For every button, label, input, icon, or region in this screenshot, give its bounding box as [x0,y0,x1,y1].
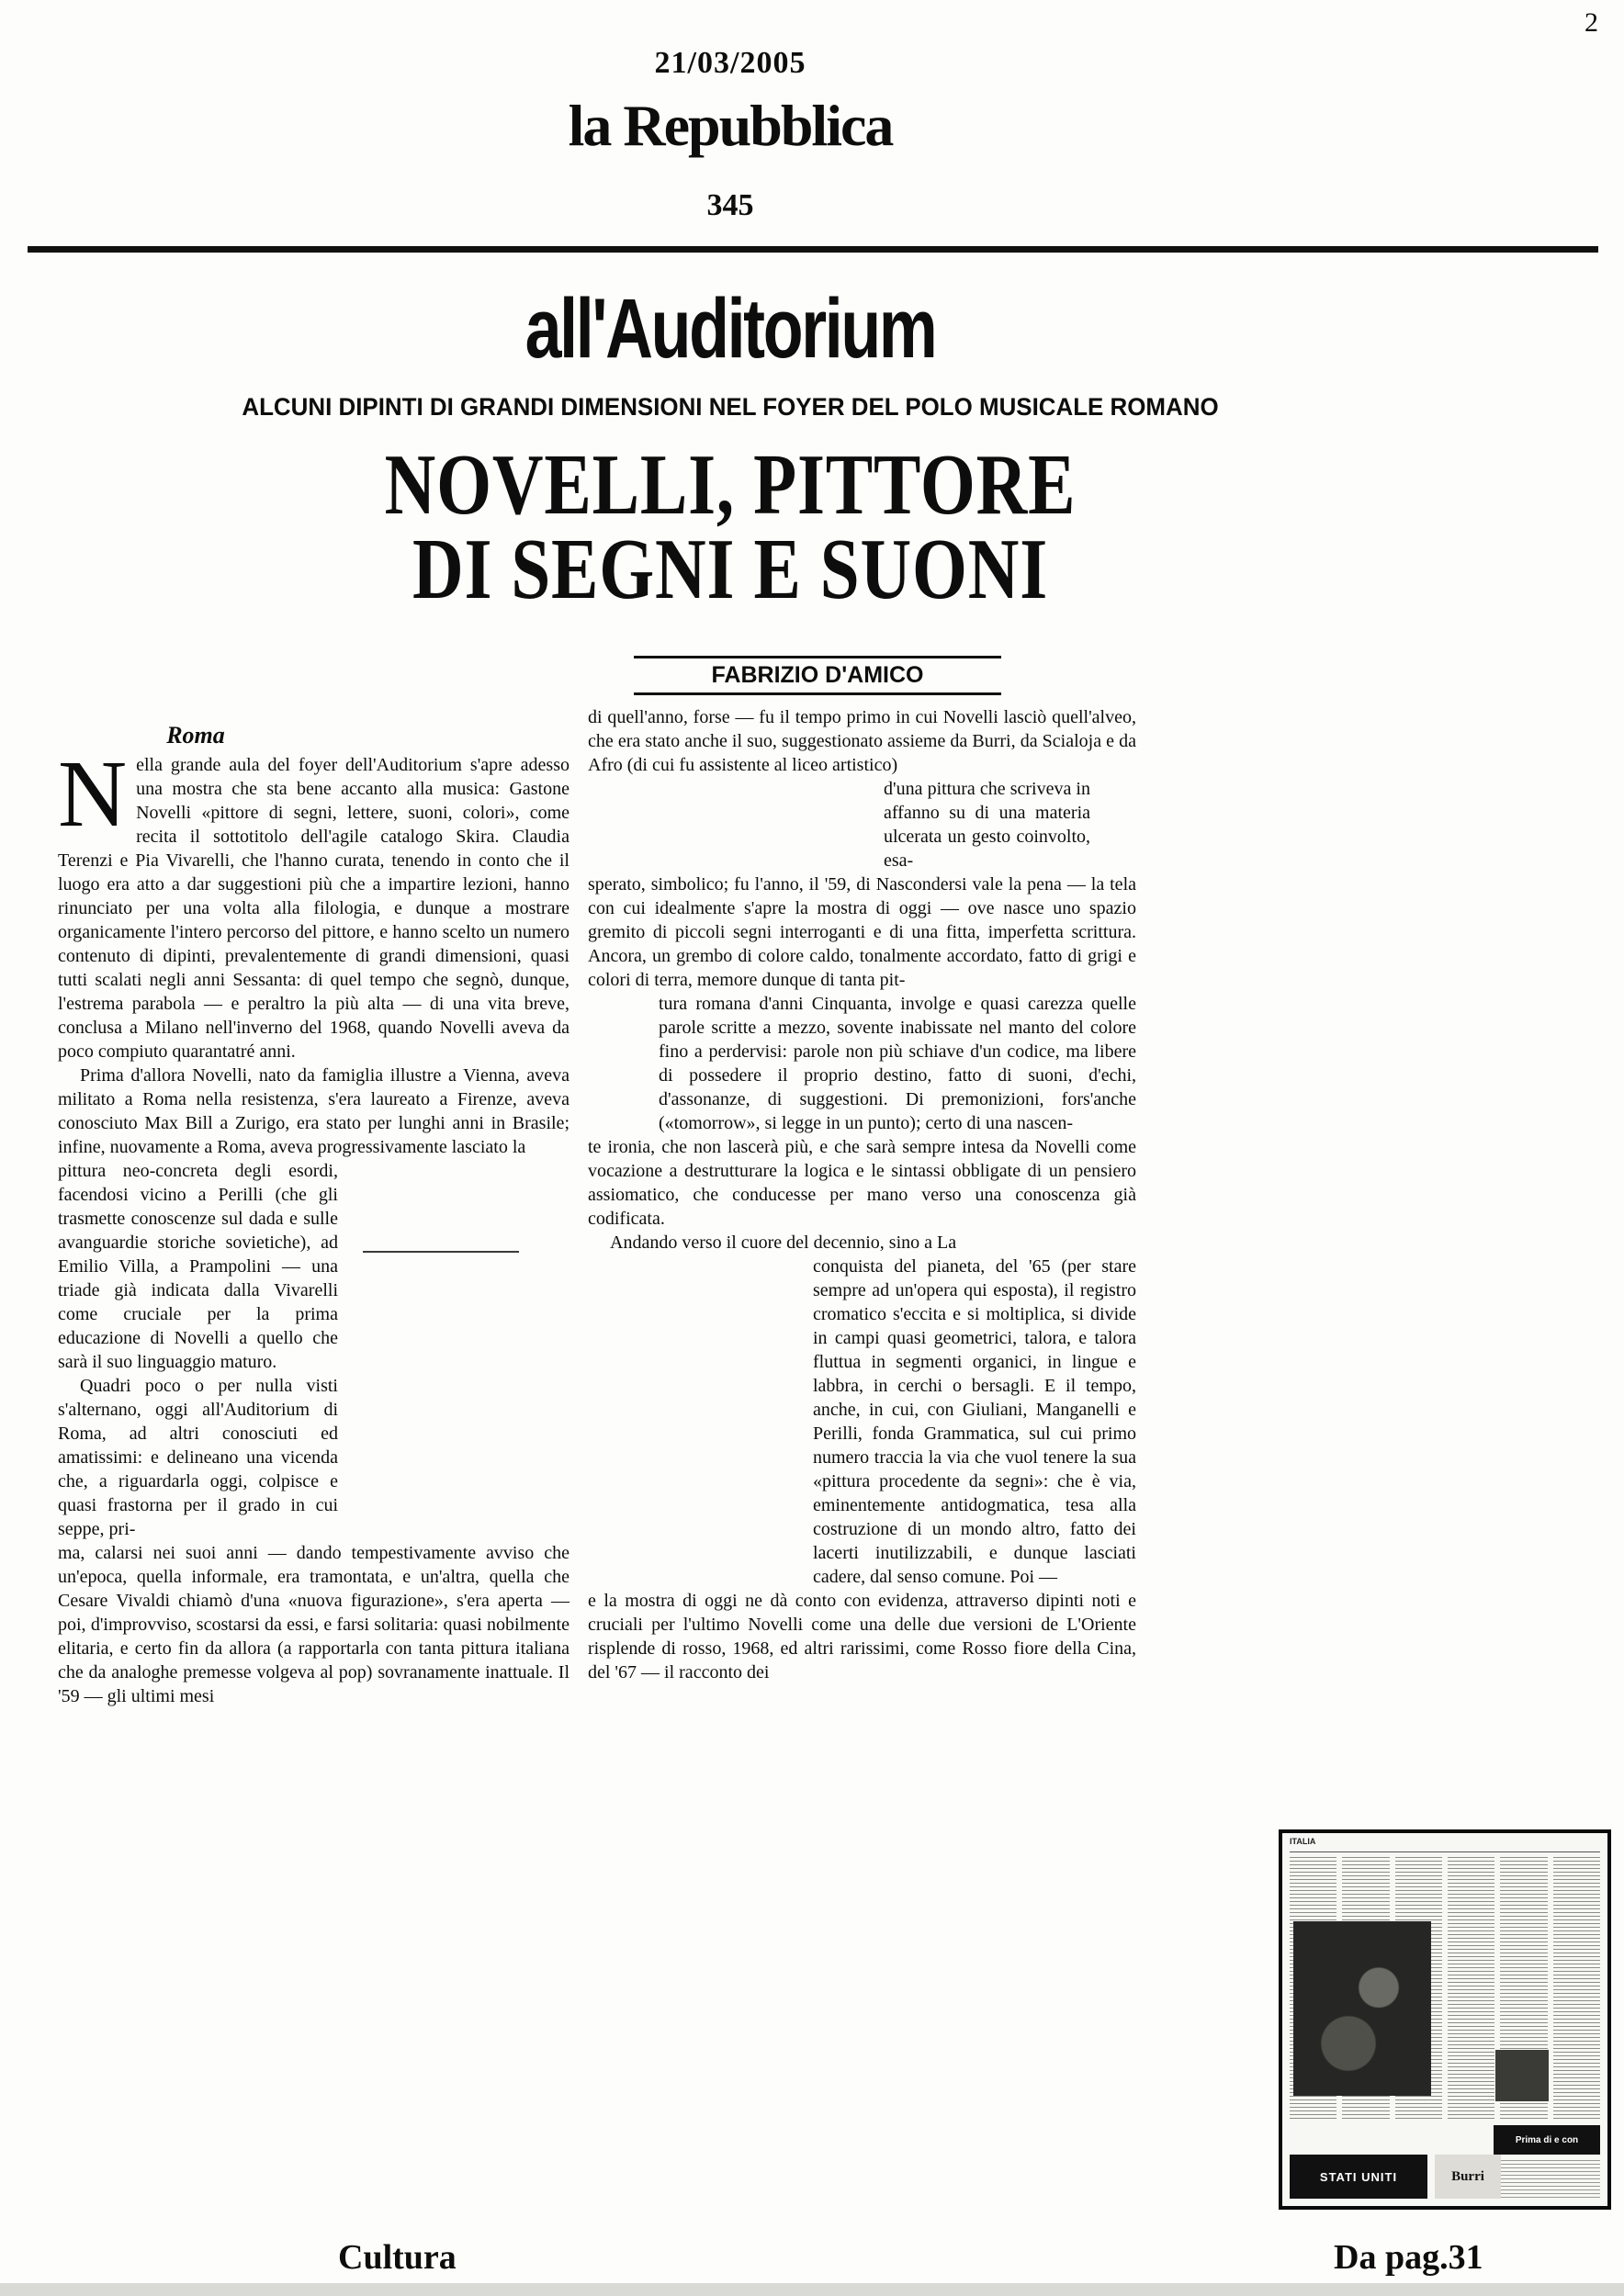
article-column-left [58,722,570,1708]
dateline: Roma [166,722,225,748]
paragraph-text: ella grande aula del foyer dell'Auditorium s'apre adesso una mostra che sta bene accanto alla musica: Gastone Novelli «pittore di segni, lettere, suoni, colori», come recita il sottotitolo dell'agile catalogo Skira. Claudia Terenzi e Pia Vivarelli, che l'hanno curata, tenendo in conto che il luogo era atto a dar suggestioni più che a impartire lezioni, hanno rinunciato per una volta alla filologia, e dunque a mostrare organicamente l'intero percorso del pittore, e hanno scelto un numero contenuto di dipinti, prevalentemente di grandi dimensioni, quasi tutti scalati negli anni Sessanta: di quel tempo che segnò, dunque, l'estrema parabola — e peraltro la più alta — di una vita breve, conclusa a Milano nell'inverno del 1968, quando Novelli aveva da poco compiuto quarantatré anni. [58,755,570,1062]
page-number: 2 [1585,7,1598,38]
referenced-page-thumbnail [1279,1829,1611,2210]
byline: FABRIZIO D'AMICO [711,662,924,688]
dropcap-letter: N [58,741,128,847]
paragraph-text: Prima d'allora Novelli, nato da famiglia illustre a Vienna, aveva militato a Roma nella resistenza, s'era laureato a Firenze, aveva conosciuto Max Bill a Zurigo, era stato per lunghi anni in Brasile; infine, nuovamente a Roma, aveva progressivamente lasciato la [58,1065,570,1157]
clipping-date: 21/03/2005 [654,46,806,80]
paragraph-text: conquista del pianeta, del '65 (per stare sempre ad un'opera qui esposta), il registro cromatico s'eccita e si moltiplica, si divide in campi quasi geometrici, talora, e talora fluttua in segmenti organici, in lingue e labbra, in cerchi o bersagli. E il tempo, anche, in cui, con Giuliani, Manganelli e Perilli, fonda Grammatica, sul cui primo numero traccia la via che vuol tenere la sua «pittura procedente da segni»: che è via, eminentemente antidogmatica, tesa alla costruzione di un mondo altro, fatto dei lacerti inutilizzabili, e dunque lasciati cadere, dal senso comune. Poi — [813,1256,1136,1587]
divider-rule [28,246,1598,253]
article-column-right [588,705,1136,1684]
thumbnail-column [1448,1857,1494,2122]
headline-subhead: ALCUNI DIPINTI DI GRANDI DIMENSIONI NEL FOYER DEL POLO MUSICALE ROMANO [242,393,1219,421]
footer-from-page-label: Da pag.31 [1334,2238,1483,2277]
thumbnail-bottom-strip [1290,2125,1600,2199]
scan-edge-shadow [0,2283,1624,2296]
footer-section-label: Cultura [338,2238,457,2277]
paragraph-text: e la mostra di oggi ne dà conto con evidenza, attraverso dipinti noti e cruciali per l'ultimo Novelli come una delle due versioni de L'Oriente risplende di rosso, 1968, ed altri rarissimi, come Rosso fiore della Cina, del '67 — il racconto dei [588,1591,1136,1683]
headline-title-line1: NOVELLI, PITTORE [384,437,1077,533]
paragraph-text: sperato, simbolico; fu l'anno, il '59, di Nascondersi vale la pena — la tela con cui idealmente s'apre la mostra di oggi — ove nasce uno spazio gremito di piccoli segni interroganti e di una fitta, imperfetta scrittura. Ancora, un grembo di colore caldo, tonalmente accordato, fatto di grigi e colori di terra, memore dunque di tanta pit- [588,874,1136,990]
issue-number: 345 [706,188,754,222]
underline-mark [363,1251,519,1253]
headline-title [131,437,1329,618]
thumbnail-bottom-text-block [1494,2160,1600,2199]
paragraph-text: Andando verso il cuore del decennio, sino a La [610,1232,957,1253]
paragraph-text: te ironia, che non lascerà più, e che sarà sempre intesa da Novelli come vocazione a destrutturare la logica e le sintassi obbligate di un pensiero assiomatico, che conducesse per mano verso una conoscenza già codificata. [588,1137,1136,1229]
thumbnail-column [1553,1857,1600,2122]
headline-kicker: all'Auditorium [524,282,936,376]
thumbnail-promo-label: Prima di e con [1494,2125,1600,2155]
thumbnail-burri-label: Burri [1435,2155,1501,2199]
byline-rule-box [634,656,1001,695]
thumbnail-photo [1293,1921,1431,2096]
thumbnail-header [1290,1837,1600,1852]
masthead: la Repubblica [568,93,893,158]
paragraph-text: d'una pittura che scriveva in affanno su di una materia ulcerata un gesto coinvolto, esa- [884,779,1090,871]
thumbnail-photo-small [1495,2050,1549,2101]
opening-paragraph [58,741,570,1064]
paragraph-text: ma, calarsi nei suoi anni — dando tempestivamente avviso che un'epoca, quella informale, era tramontata, e un'altra, quella che Cesare Vivaldi chiamò d'una «nuova figurazione», s'era aperta — poi, d'improvviso, scostarsi da essi, e farsi solitaria: quasi nobilmente elitaria, e certo fin da allora (a rapportarla con tanta pittura italiana che da analoghe premesse volgeva al pop) sovranamente inattuale. Il '59 — gli ultimi mesi [58,1543,570,1706]
thumbnail-section-label: STATI UNITI [1290,2155,1427,2199]
paragraph-text: di quell'anno, forse — fu il tempo primo in cui Novelli lasciò quell'alveo, che era stato anche il suo, suggestionato assieme da Burri, da Scialoja e da Afro (di cui fu assistente al liceo artistico) [588,707,1136,775]
headline-title-line2: DI SEGNI E SUONI [412,522,1049,618]
paragraph-text: tura romana d'anni Cinquanta, involge e quasi carezza quelle parole scritte a mezzo, sovente inabissate nel manto del colore fino a perdervisi: parole non più schiave d'un codice, ma libere di possedere il proprio destino, fatto di suoni, d'echi, d'assonanze, di suggestioni. Di premonizioni, fors'anche («tomorrow», si legge in un punto); certo di una nascen- [659,994,1136,1133]
thumbnail-header-label: ITALIA [1290,1837,1316,1846]
paragraph-text: Quadri poco o per nulla visti s'alternano, oggi all'Auditorium di Roma, ad altri conosciuti ed amatissimi: e delineano una vicenda che, a riguardarla oggi, colpisce e quasi frastorna per il grado in cui seppe, pri- [58,1376,338,1539]
paragraph-text: pittura neo-concreta degli esordi, facendosi vicino a Perilli (che gli trasmette conoscenze sul dada e sulle avanguardie storiche sovietiche), ad Emilio Villa, a Prampolini — una triade già indicata dalla Vivarelli come cruciale per la prima educazione di Novelli a quello che sarà il suo linguaggio maturo. [58,1161,338,1372]
